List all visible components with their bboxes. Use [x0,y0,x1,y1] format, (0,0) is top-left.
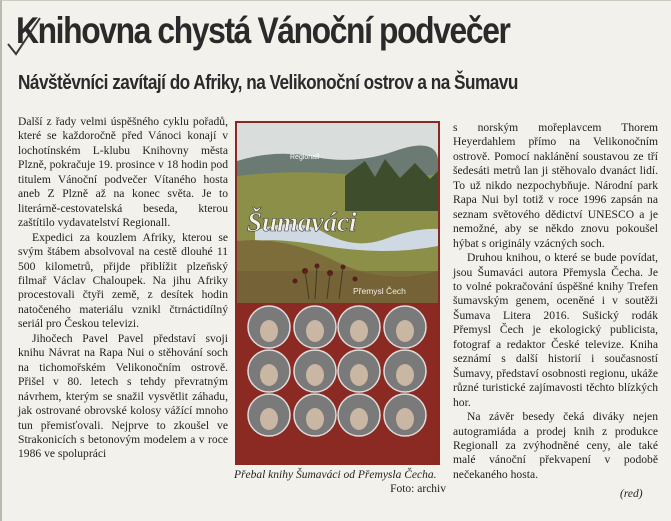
paragraph-2: Expedici za kouzlem Afriky, kterou se svým štábem absolvoval na cestě dlouhé 11 500 kilometrů, přijde přiblížit plzeňský filmař Václav Chaloupek. Na jihu Afriky procestovali čtyři země, z desítek hodin natočeného materiálu vznikl čtrnáctidílný seriál pro Českou televizi. [18,230,228,331]
left-column [18,115,228,462]
cover-logo: Regionall [290,154,320,161]
right-column [453,121,658,482]
paragraph-1: Další z řady velmi úspěšného cyklu pořadů, které se každoročně před Vánoci konají v lochotínském L-klubu Knihovny města Plzně, pokračuje 19. prosince v 18 hodin pod titulem Vánoční podvečer Vítaného hosta aneb Z Plzně až na konec světa. Je to literárně-cestovatelská beseda, kterou zaštítilo vydavatelství Regionall. [18,115,228,230]
photo-credit: Foto: archiv [390,483,446,495]
photo-caption [234,468,446,496]
paragraph-4: s norským mořeplavcem Thorem Heyerdahlem přímo na Velikonočním ostrově. Pomocí naklánění soustavou ze tří šedesáti metrů lan ji stěhovalo dvanáct lidí. To už nikdo nezpochybňuje. Národní park Rapa Nui byl totiž v roce 1996 zapsán na seznam světového dědictví UNESCO a je nemožné, aby se někdo znovu pokoušel hýbat s originály vzácných soch. [453,121,658,250]
paragraph-5: Druhou knihou, o které se bude povídat, jsou Šumaváci autora Přemysla Čecha. Je to volné pokračování úspěšné knihy Trefen šumavským genem, oceněné i v soutěži Šumava Litera 2016. Sušický rodák Přemysl Čech je ekologický publicista, fotograf a redaktor České televize. Kniha seznámí s další historií i současností Šumavy, představí osobnosti regionu, ukáže různé turistické zajímavosti těchto blízkých hor. [453,251,658,409]
cover-title: Šumaváci [247,207,357,237]
paragraph-3: Jihočech Pavel Pavel představí svoji knihu Návrat na Rapa Nui o stěhování soch na tichomořském Velikonočním ostrově. Přišel v 80. letech s tehdy převratným návrhem, kterým se snažil vysvětlit záhadu, jak ostrované obrovské kolosy vážící mnoho tun přemisťovali. Nejprve to zkoušel ve Strakonicích s betonovým modelem a v roce 1986 ve spolupráci [18,331,228,461]
author-signature: (red) [620,488,643,500]
paragraph-6: Na závěr besedy čeká diváky nejen autogramiáda a prodej knih z produkce Regionall za zvýhodněné ceny, ale také malé vánoční překvapení v podobě nečekaného hosta. [453,410,658,481]
subheadline: Návštěvníci zavítají do Afriky, na Velikonoční ostrov a na Šumavu [18,72,518,94]
caption-text: Přebal knihy Šumaváci od Přemysla Čecha. [234,469,437,481]
book-cover-photo [235,121,440,465]
headline: Knihovna chystá Vánoční podvečer [16,10,510,51]
cover-author: Přemysl Čech [353,286,406,296]
